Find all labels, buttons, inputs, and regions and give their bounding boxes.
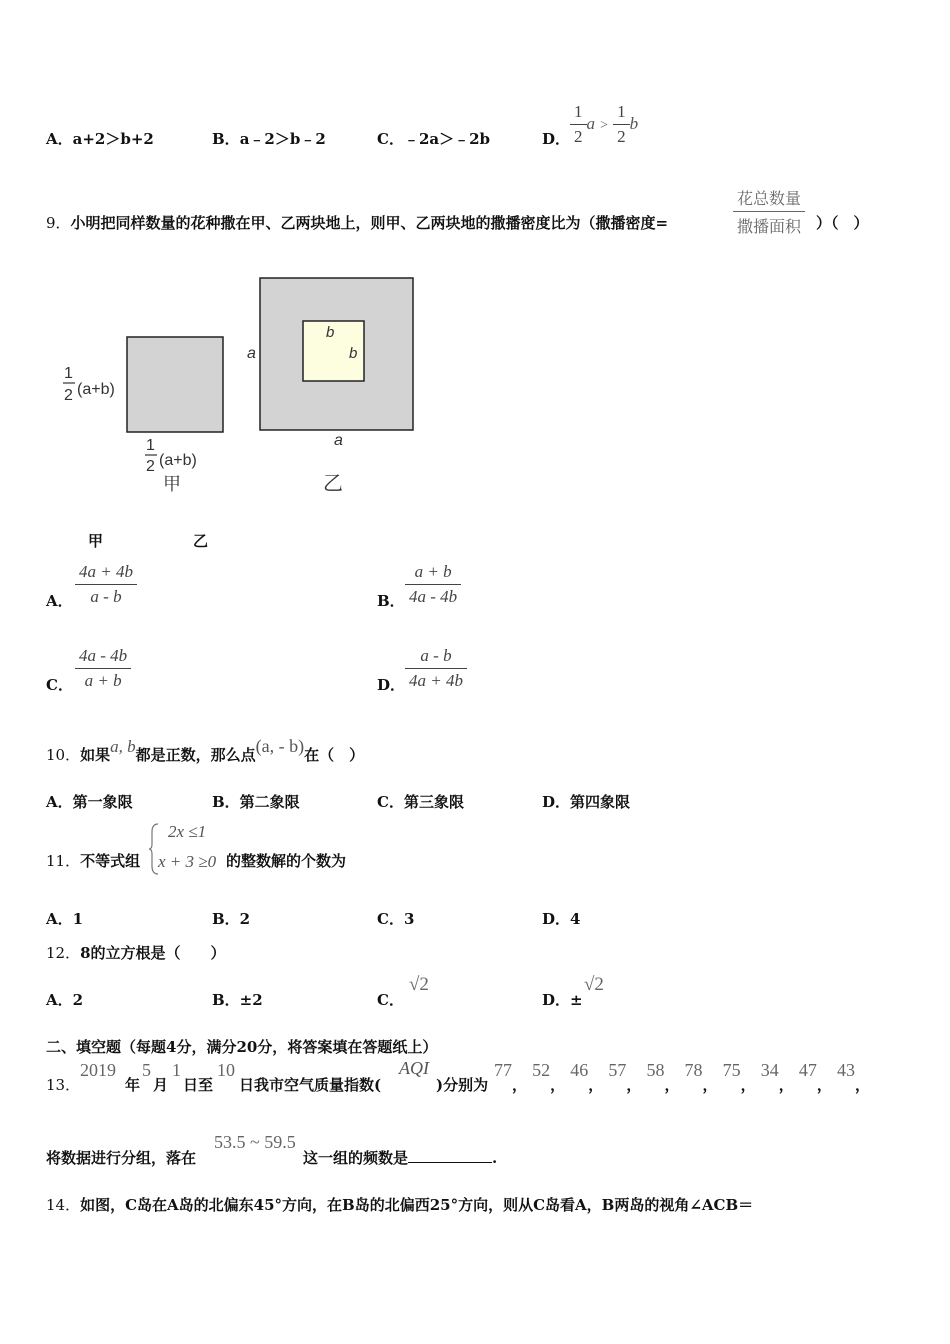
q13-values: 77， 52， 46， 57， 58， 78， 75， 34， 47， 43， <box>494 1060 870 1094</box>
aqi-value: 58 <box>646 1060 665 1080</box>
question-number: 11． <box>46 852 81 870</box>
q8-option-c <box>377 128 490 149</box>
yi-caption: 乙 <box>323 473 343 495</box>
q13-t-nian: 年 <box>125 1076 141 1094</box>
field-jia-square <box>127 337 223 432</box>
q9-option-b-label: B． <box>377 592 405 610</box>
q10-stem: 10．如果a, b都是正数，那么点(a, - b)在（ ） <box>46 736 365 764</box>
q10-option-a: A．第一象限 <box>46 793 133 811</box>
q11-stem-end: 的整数解的个数为 <box>226 852 347 870</box>
jia-side-left-label: (a+b) <box>77 381 115 398</box>
fraction-denominator: 撒播面积 <box>737 219 802 236</box>
q13-month: 5 <box>142 1060 151 1080</box>
q13-day2: 10 <box>217 1060 235 1080</box>
q8-option-d-expression: $\frac{1}{2}$ a > $\frac{1}{2}$ b <box>570 102 638 147</box>
q9-option-d-fraction: $\frac{a - b}{4a + 4b}$ <box>405 646 467 691</box>
yi-side-left-label: a <box>247 345 256 362</box>
q9-option-a-fraction: $\frac{4a + 4b}{a - b}$ <box>75 562 137 607</box>
aqi-value: 77 <box>494 1060 512 1080</box>
q10-option-c: C．第三象限 <box>377 793 464 811</box>
q13-day1: 1 <box>172 1060 181 1080</box>
aqi-value: 57 <box>608 1060 627 1080</box>
greater-than: > <box>600 118 608 133</box>
question-number: 12． <box>46 944 81 962</box>
q13-t-ri-zhi: 日至 <box>183 1076 214 1094</box>
q9-option-c-label: C． <box>46 676 73 694</box>
point-coordinates: (a, - b) <box>255 736 305 756</box>
fraction-numerator: 1 <box>570 102 587 125</box>
aqi-value: 78 <box>684 1060 703 1080</box>
q11-inequality-2: x + 3 ≥0 <box>158 852 217 871</box>
aqi-value: 52 <box>532 1060 551 1080</box>
half-numerator: 1 <box>64 365 73 382</box>
variable-b: b <box>629 114 639 133</box>
q13-number: 13． <box>46 1076 81 1094</box>
aqi-value: 34 <box>760 1060 779 1080</box>
q9-label-jia: 甲 <box>88 532 104 550</box>
q12-stem: 12．8的立方根是（ ） <box>46 944 226 962</box>
q11-option-c: C．3 <box>377 910 415 928</box>
q12-option-d-root: √2 <box>584 974 604 995</box>
section-title: 二、填空题（每题4分，满分20分，将答案填在答题纸上） <box>46 1038 438 1056</box>
q12-option-a: A．2 <box>46 991 84 1009</box>
q13-text: 日我市空气质量指数( <box>239 1076 382 1094</box>
q12-option-b: B．±2 <box>212 991 263 1009</box>
q10-option-b: B．第二象限 <box>212 793 300 811</box>
jia-caption: 甲 <box>163 474 181 494</box>
question-number: 14． <box>46 1196 81 1214</box>
inner-b-right-label: b <box>349 345 358 362</box>
option-label: A． <box>46 130 73 148</box>
q12-option-d-label: D．± <box>542 991 583 1009</box>
variable-a: a <box>586 114 595 133</box>
aqi-value: 75 <box>722 1060 741 1080</box>
q13-line2-t2: 这一组的频数是 . <box>303 1149 498 1167</box>
jia-side-bottom-label: (a+b) <box>159 452 197 469</box>
variables-a-b: a, b <box>110 737 136 756</box>
option-text: ﹣2a＞﹣2b <box>403 130 491 148</box>
q12-option-c-root: √2 <box>409 974 429 995</box>
q13-year: 2019 <box>80 1060 116 1080</box>
svg-text:1: 1 <box>146 437 155 454</box>
q10-option-d: D．第四象限 <box>542 793 631 811</box>
q12-option-c-label: C． <box>377 991 404 1009</box>
question-number: 10． <box>46 746 81 764</box>
question-number: 9． <box>46 214 71 232</box>
option-label: C． <box>377 130 404 148</box>
q9-option-c-fraction: $\frac{4a - 4b}{a + b}$ <box>75 646 131 691</box>
q9-density-fraction <box>733 186 805 237</box>
q9-stem-end: ）（ ） <box>816 214 869 232</box>
q9-figure <box>55 270 435 500</box>
option-label: B． <box>212 130 240 148</box>
option-text: a+2＞b+2 <box>72 130 154 148</box>
answer-blank[interactable] <box>408 1148 492 1163</box>
q8-option-a <box>46 128 154 149</box>
svg-text:2: 2 <box>146 458 155 475</box>
q11-option-b: B．2 <box>212 910 251 928</box>
fraction-denominator: 2 <box>574 127 583 146</box>
q9-option-a-label: A． <box>46 592 73 610</box>
q13-t-yue: 月 <box>153 1076 169 1094</box>
q8-option-b <box>212 128 326 149</box>
q9-option-b-fraction: $\frac{a + b}{4a - 4b}$ <box>405 562 461 607</box>
option-text: a﹣2＞b﹣2 <box>239 130 326 148</box>
q9-stem <box>46 212 668 233</box>
q13-text2: )分别为 <box>436 1076 489 1094</box>
inner-b-top-label: b <box>326 324 335 341</box>
q11-stem-start: 11．不等式组 <box>46 852 141 870</box>
q13-line2-t1: 将数据进行分组，落在 <box>46 1149 197 1167</box>
q9-option-d-label: D． <box>377 676 406 694</box>
yi-side-bottom-label: a <box>334 432 343 449</box>
fraction-numerator: 花总数量 <box>733 186 805 212</box>
aqi-value: 46 <box>570 1060 589 1080</box>
q14-stem: 14．如图，C岛在A岛的北偏东45°方向，在B岛的北偏西25°方向，则从C岛看A，B两岛的视角∠ACB＝ <box>46 1196 754 1214</box>
q11-option-a: A．1 <box>46 910 84 928</box>
aqi-value: 43 <box>836 1060 855 1080</box>
q9-label-yi: 乙 <box>193 532 209 550</box>
half-denominator: 2 <box>64 387 73 404</box>
question-text: 小明把同样数量的花种撒在甲、乙两块地上，则甲、乙两块地的撒播密度比为（撒播密度= <box>70 214 669 232</box>
aqi-value: 47 <box>798 1060 817 1080</box>
q13-range: 53.5 ~ 59.5 <box>214 1132 296 1152</box>
q8-option-d-label: D． <box>542 130 571 148</box>
q11-option-d: D．4 <box>542 910 581 928</box>
q13-aqi: AQI <box>399 1058 429 1078</box>
q11-inequality-1: 2x ≤1 <box>168 822 207 841</box>
